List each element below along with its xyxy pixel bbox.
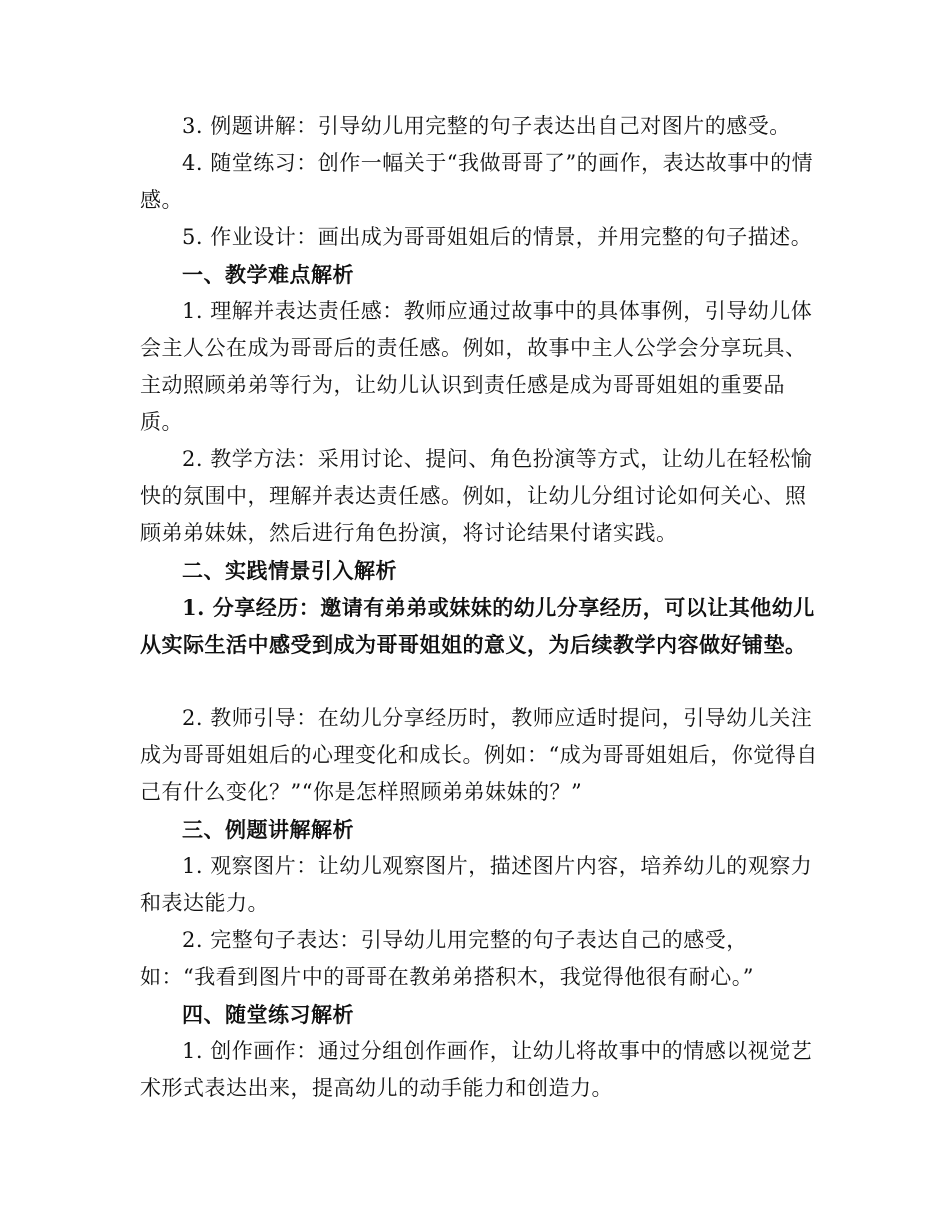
paragraph-share-experience: 1. 分享经历：邀请有弟弟或妹妹的幼儿分享经历，可以让其他幼儿从实际生活中感受到成为哥哥姐姐的意义，为后续教学内容做好铺垫。 [140,595,815,657]
paragraph-teaching-method: 2. 教学方法：采用讨论、提问、角色扮演等方式，让幼儿在轻松愉快的氛围中，理解并表达责任感。例如，让幼儿分组讨论如何关心、照顾弟弟妹妹，然后进行角色扮演，将讨论结果付诸实践。 [140,447,813,545]
paragraph-classroom-practice: 4. 随堂练习：创作一幅关于“我做哥哥了”的画作，表达故事中的情感。 [140,151,814,212]
heading-teaching-difficulty: 一、教学难点解析 [182,262,354,287]
paragraph-teacher-guidance: 2. 教师引导：在幼儿分享经历时，教师应适时提问，引导幼儿关注成为哥哥姐姐后的心理变化和成长。例如：“成为哥哥姐姐后，你觉得自己有什么变化？”“你是怎样照顾弟弟妹妹的？” [140,706,818,804]
paragraph-observe-picture: 1. 观察图片：让幼儿观察图片，描述图片内容，培养幼儿的观察力和表达能力。 [140,854,813,915]
heading-practice-scenario: 二、实践情景引入解析 [182,558,397,583]
paragraph-create-painting: 1. 创作画作：通过分组创作画作，让幼儿将故事中的情感以视觉艺术形式表达出来，提高幼儿的动手能力和创造力。 [140,1039,813,1100]
paragraph-homework-design: 5. 作业设计：画出成为哥哥姐姐后的情景，并用完整的句子描述。 [182,225,813,249]
heading-classroom-practice-analysis: 四、随堂练习解析 [182,1002,354,1027]
paragraph-example-explanation: 3. 例题讲解：引导幼儿用完整的句子表达出自己对图片的感受。 [182,114,791,138]
paragraph-complete-sentence: 2. 完整句子表达：引导幼儿用完整的句子表达自己的感受，如：“我看到图片中的哥哥在教弟弟搭积木，我觉得他很有耐心。” [140,928,754,989]
heading-example-analysis: 三、例题讲解解析 [182,817,354,842]
paragraph-responsibility: 1. 理解并表达责任感：教师应通过故事中的具体事例，引导幼儿体会主人公在成为哥哥后的责任感。例如，故事中主人公学会分享玩具、主动照顾弟弟等行为，让幼儿认识到责任感是成为哥哥姐姐的重要品质。 [140,299,813,434]
